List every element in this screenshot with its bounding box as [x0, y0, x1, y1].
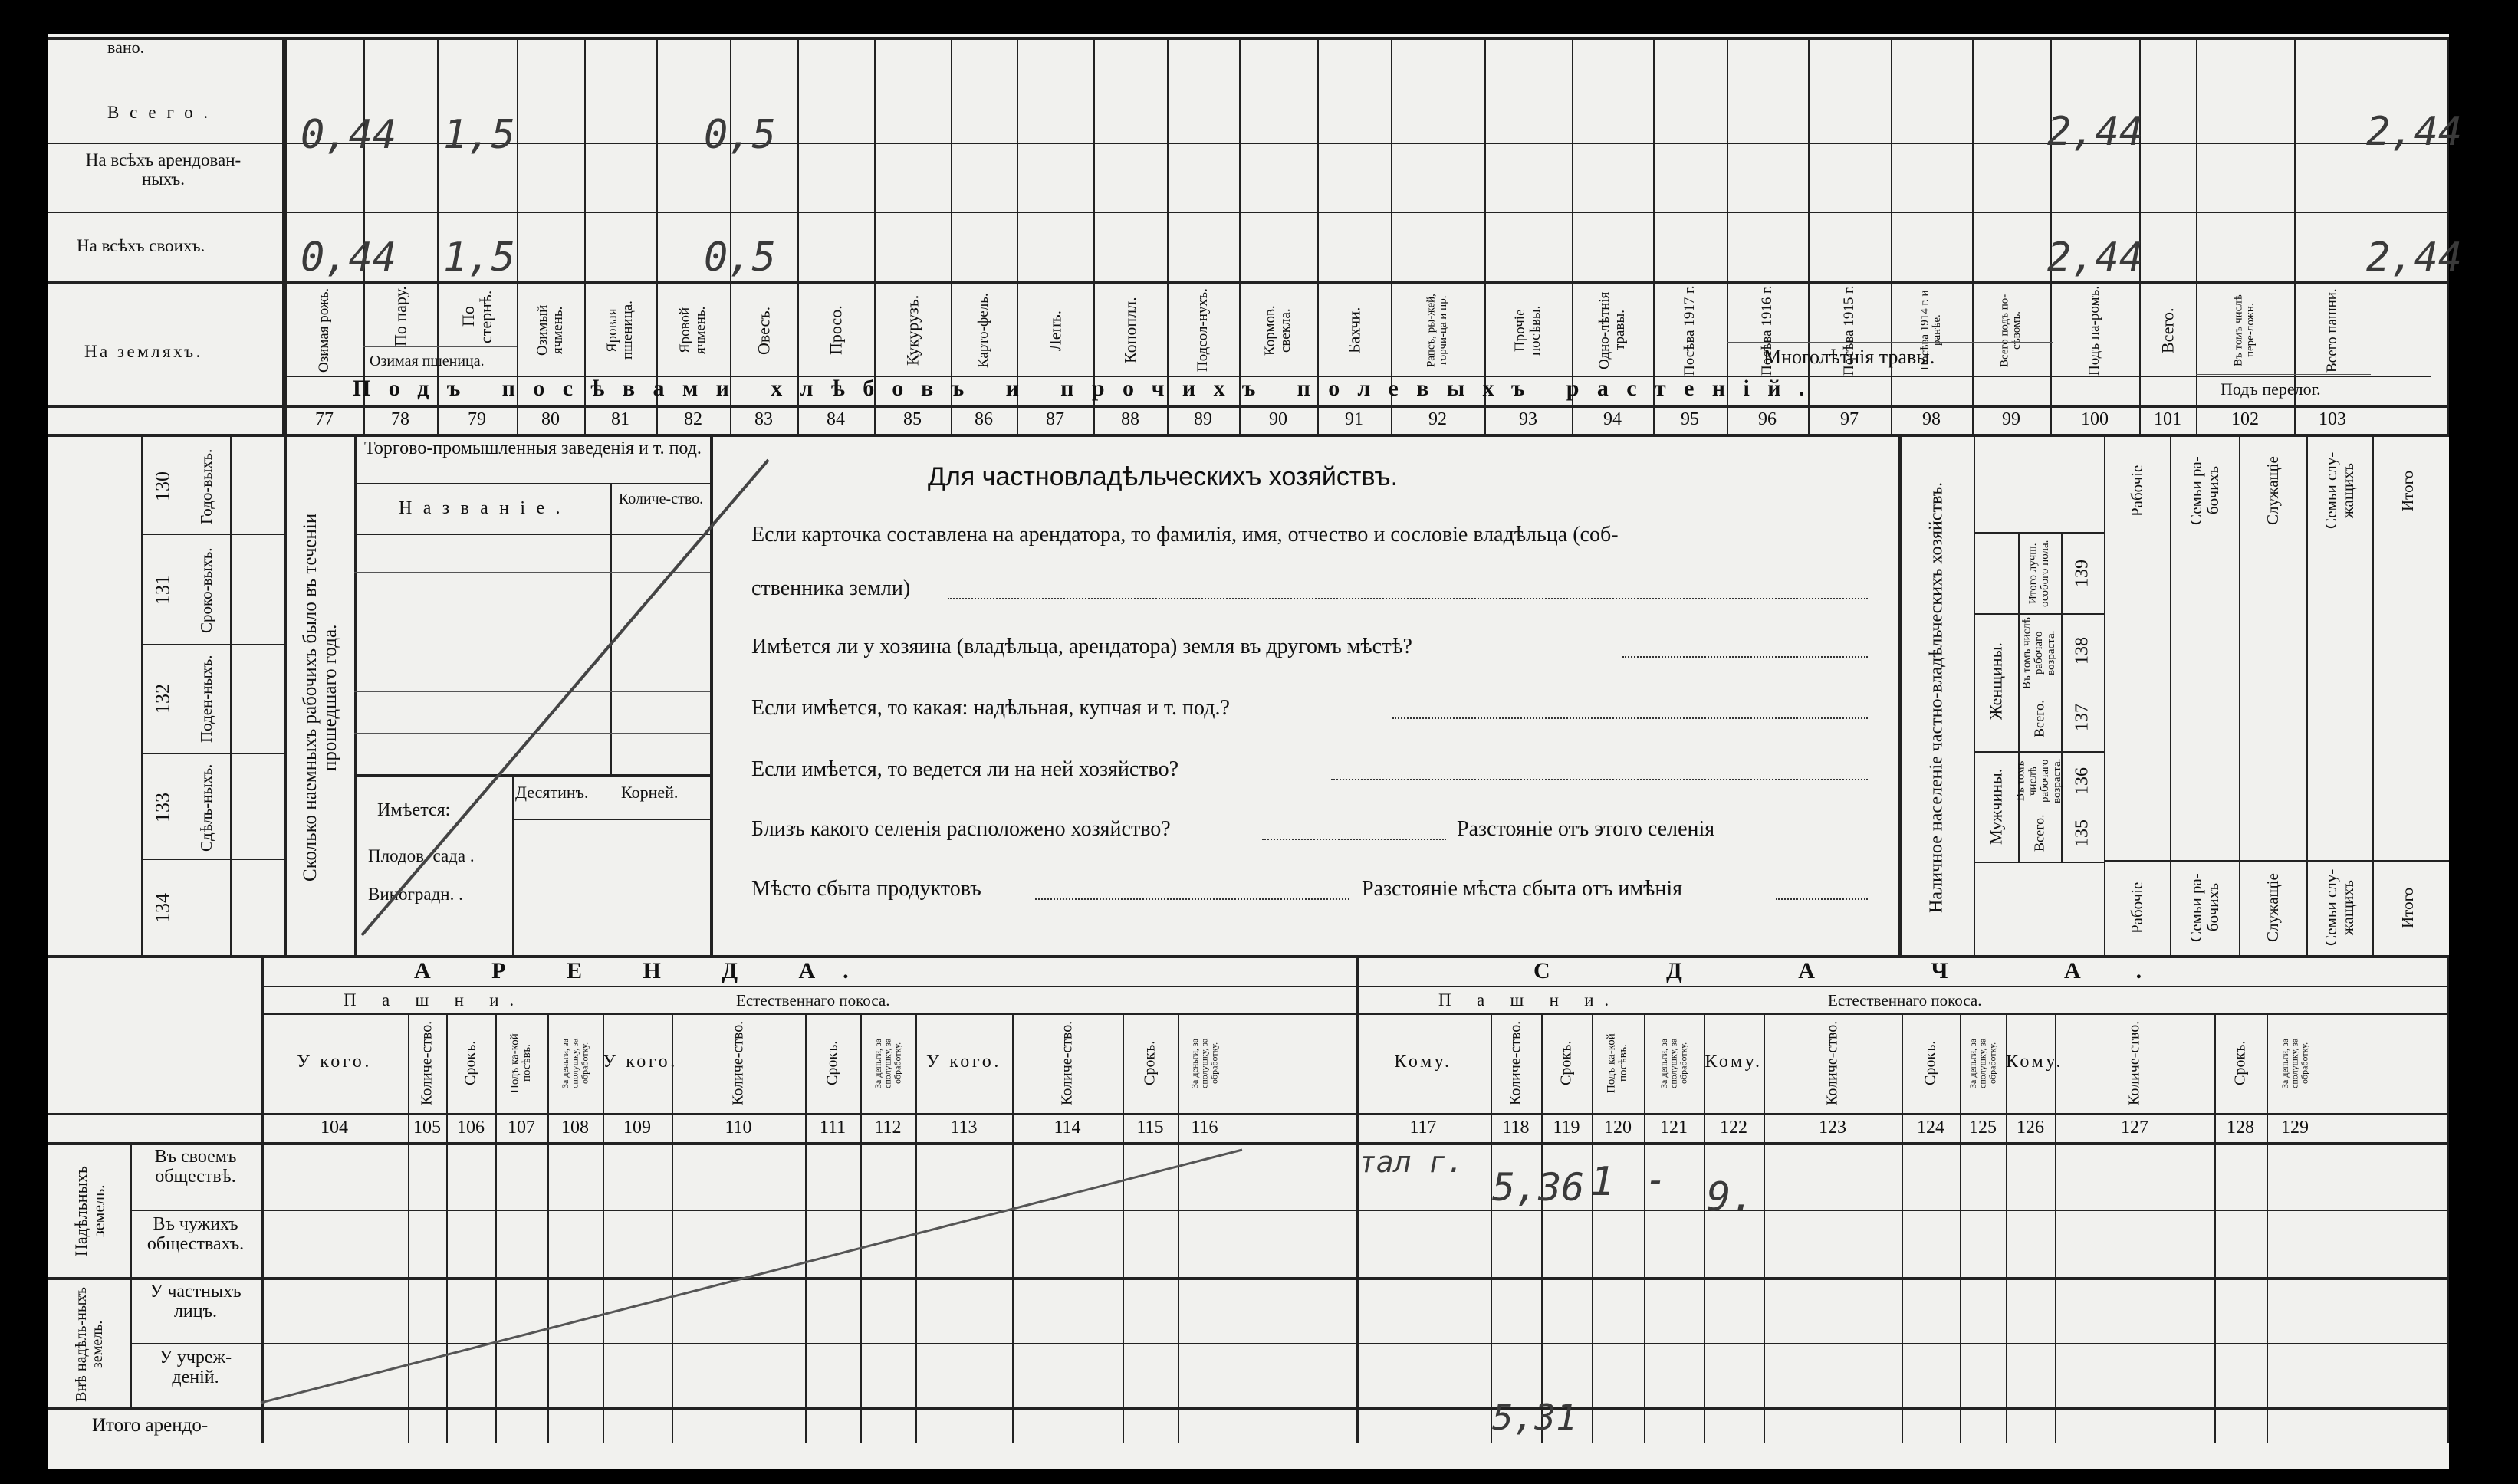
crop-col-number: 98	[1922, 409, 1941, 429]
lease-col-label: Срокъ.	[1557, 1040, 1575, 1086]
lease-col-number: 120	[1604, 1118, 1632, 1138]
crop-col-label: Бахчи.	[1344, 307, 1364, 354]
men-label: Мужчины.	[1986, 768, 2006, 845]
rule	[1960, 1013, 1961, 1443]
rule	[517, 37, 518, 434]
small-num: 133	[151, 793, 174, 823]
rule	[1491, 1013, 1492, 1443]
answer-line[interactable]	[1392, 717, 1868, 719]
small-num: 131	[151, 575, 174, 606]
servants-families-label: Семьи слу-жащихъ	[2321, 451, 2357, 530]
sdacha-band: С Д А Ч А.	[1533, 958, 2197, 983]
rule	[2447, 955, 2449, 1443]
q6b: Разстоянiе мѣста сбыта отъ имѣнiя	[1362, 877, 1682, 901]
best-hands-label: Итого лучш. особого пола.	[2027, 540, 2051, 607]
crop-col-label: Въ томъ числѣ пере-ложн.	[2232, 294, 2257, 366]
lease-col-label: За деньги, за сполушку, за обработку.	[2280, 1038, 2310, 1088]
fallow-group-label: Подъ перелог.	[2221, 379, 2321, 399]
crop-col-label: Ленъ.	[1045, 310, 1065, 351]
trade-vineyard: Виноградн. .	[368, 885, 463, 904]
crop-col-label: По стернѣ.	[458, 290, 495, 343]
crop-col-number: 101	[2154, 409, 2181, 429]
lease-col-label: За деньги, за сполушку, за обработку.	[1967, 1038, 1998, 1088]
q6a: Мѣсто сбыта продуктовъ	[751, 877, 981, 901]
lease-col-label: У кого.	[926, 1052, 1001, 1072]
trade-orchard: Плодов. сада .	[368, 846, 475, 865]
rule	[1017, 37, 1018, 434]
women-label: Женщины.	[1986, 642, 2006, 721]
small-label: Годо-выхъ.	[196, 448, 215, 525]
crop-col-label: Яровой ячмень.	[677, 306, 708, 355]
hw-total-plough: 2,44	[2366, 109, 2463, 155]
row-label-own: На всѣхъ своихъ.	[77, 236, 205, 255]
lease-col-label: За деньги, за сполушку, за обработку.	[560, 1038, 590, 1088]
lease-col-number: 129	[2281, 1118, 2309, 1138]
workers-families-label: Семьи ра-бочихъ	[2186, 456, 2222, 525]
crop-col-label: По пару.	[390, 286, 410, 347]
rule	[48, 434, 2449, 437]
rule	[48, 37, 2449, 40]
q1: Если карточка составлена на арендатора, то фамилiя, имя, отчество и сословiе владѣльца (соб-	[751, 523, 1619, 547]
total-label: Всего.	[2031, 700, 2047, 738]
crop-col-number: 100	[2081, 409, 2109, 429]
crop-col-label: Коноплл.	[1120, 297, 1140, 364]
row-label-lands: На земляхъ.	[84, 342, 203, 361]
crop-col-label: Кормов. свекла.	[1262, 305, 1294, 356]
lease-col-number: 113	[950, 1118, 978, 1138]
crop-col-label: Яровая пшеница.	[604, 300, 636, 360]
lease-col-number: 107	[508, 1118, 535, 1138]
hw-arenda-dash: -	[1645, 1159, 1667, 1200]
row-label-total: Всего.	[107, 103, 219, 122]
q3: Если имѣется, то какая: надѣльная, купчая и т. под.?	[751, 696, 1230, 720]
rule	[584, 37, 586, 434]
lease-col-label: Количе-ство.	[2125, 1020, 2143, 1106]
q1b: ственника земли)	[751, 576, 911, 600]
lease-col-label: За деньги, за сполушку, за обработку.	[873, 1038, 903, 1088]
lease-col-label: Срокъ.	[462, 1040, 479, 1086]
pashni-label: П а ш н и.	[1438, 990, 1619, 1010]
crop-col-label: Посѣва 1917 г.	[1681, 285, 1698, 376]
crop-col-number: 82	[684, 409, 702, 429]
crop-col-number: 96	[1758, 409, 1777, 429]
crop-col-number: 103	[2319, 409, 2346, 429]
rule	[48, 405, 2449, 408]
rule	[48, 212, 2449, 213]
crop-col-number: 91	[1345, 409, 1363, 429]
lease-col-number: 119	[1553, 1118, 1580, 1138]
lease-col-number: 105	[413, 1118, 441, 1138]
rule	[1902, 1013, 1903, 1443]
rule	[230, 434, 232, 955]
rule	[1808, 37, 1810, 434]
pop-num: 135	[2072, 819, 2092, 847]
rule	[1093, 37, 1095, 434]
rule	[1317, 37, 1319, 434]
crop-col-label: Озимая рожь.	[316, 287, 333, 373]
rule	[1974, 751, 2104, 753]
small-num: 130	[151, 471, 174, 502]
crossout-stroke	[253, 1134, 1250, 1410]
hw-arenda-pay: 9.	[1707, 1174, 1755, 1220]
rule	[1727, 37, 1728, 434]
rule	[363, 346, 517, 347]
workers-label: Рабочiе	[2127, 882, 2146, 934]
small-num: 134	[151, 893, 174, 924]
rule	[1644, 1013, 1645, 1443]
row-label-rented-2: ныхъ.	[141, 169, 186, 189]
row-private: У частныхъ лицъ.	[150, 1282, 242, 1322]
rule	[656, 37, 658, 434]
answer-line[interactable]	[1622, 656, 1868, 658]
rule	[1974, 613, 2104, 615]
hw-own-plough: 2,44	[2366, 235, 2463, 281]
crop-col-number: 84	[827, 409, 845, 429]
rule	[1239, 37, 1241, 434]
lease-col-label: За деньги, за сполушку, за обработку.	[1189, 1038, 1220, 1088]
crop-col-label: Кукурузъ.	[902, 294, 922, 366]
rule	[2372, 434, 2374, 955]
crop-col-label: Посѣва 1914 г. и ранѣе.	[1918, 290, 1943, 371]
rule	[1484, 37, 1486, 434]
lease-col-number: 122	[1720, 1118, 1747, 1138]
workers-families-label: Семьи ра-бочихъ	[2186, 873, 2222, 942]
crop-col-label: Озимый ячмень.	[534, 304, 566, 356]
hw-total-sown: 2,44	[2047, 109, 2144, 155]
hired-workers-label: Сколько наемныхъ рабочихъ было въ теченiи прошедшаго года.	[299, 513, 340, 882]
hw-own-par: 1,5	[443, 235, 515, 281]
rule	[261, 1013, 2449, 1015]
rule	[2018, 532, 2020, 862]
crop-col-number: 95	[1681, 409, 1699, 429]
hw-arenda-komu: тал г.	[1359, 1145, 1464, 1179]
rule	[1541, 1013, 1543, 1443]
crop-col-number: 85	[903, 409, 922, 429]
sown-band-label: Подъ посѣвами хлѣбовъ и прочихъ полевыхъ растенiй.	[353, 376, 1823, 401]
rule	[284, 434, 287, 955]
lease-col-label: Срокъ.	[2231, 1040, 2249, 1086]
rule	[2104, 860, 2449, 862]
answer-line[interactable]	[1035, 898, 1349, 900]
itogo-label: Итого	[2398, 887, 2417, 928]
nadel-label: Надѣльныхъ земель.	[71, 1166, 108, 1256]
lease-col-number: 114	[1054, 1118, 1081, 1138]
row-inst: У учреж-денiй.	[159, 1348, 232, 1388]
lease-col-label: Срокъ.	[1141, 1040, 1159, 1086]
lease-col-number: 126	[2017, 1118, 2044, 1138]
lease-col-number: 117	[1409, 1118, 1437, 1138]
trade-title: Торгово-промышленныя заведенiя и т. под.	[364, 438, 702, 458]
small-label: Сдѣль-ныхъ.	[196, 763, 215, 852]
lease-col-label: За деньги, за сполушку, за обработку.	[1658, 1038, 1689, 1088]
crop-col-number: 90	[1269, 409, 1287, 429]
rule	[2061, 532, 2063, 862]
lease-col-number: 118	[1502, 1118, 1530, 1138]
row-label-rented	[60, 150, 267, 189]
crop-col-number: 83	[754, 409, 773, 429]
rule	[141, 644, 284, 645]
servants-families-label: Семьи слу-жащихъ	[2321, 868, 2357, 947]
crossout-stroke	[354, 445, 784, 950]
rule	[48, 281, 2449, 284]
lease-col-number: 110	[725, 1118, 752, 1138]
lease-col-label: Количе-ство.	[1058, 1020, 1076, 1106]
hw-own-sown: 2,44	[2047, 235, 2144, 281]
lease-col-label: Подъ ка-кой посѣвъ.	[508, 1033, 533, 1093]
hw-own-barley: 0,5	[704, 235, 776, 281]
pop-num: 136	[2072, 767, 2092, 795]
rule	[141, 753, 284, 754]
rule	[2104, 434, 2105, 955]
pop-num: 139	[2072, 560, 2092, 587]
rule	[1727, 342, 2053, 343]
crop-col-label: Овесъ.	[754, 306, 774, 355]
crop-col-number: 97	[1840, 409, 1859, 429]
crop-col-number: 102	[2231, 409, 2259, 429]
crop-col-number: 78	[391, 409, 409, 429]
trade-name-col: Названiе.	[399, 498, 571, 518]
small-label: Поден-ныхъ.	[196, 655, 215, 744]
lease-col-label: Кому.	[1394, 1052, 1452, 1072]
workers-label: Рабочiе	[2127, 465, 2146, 517]
row-own-soc: Въ своемъ обществѣ.	[154, 1147, 237, 1187]
lease-col-number: 106	[457, 1118, 485, 1138]
crop-col-label: Посѣва 1916 г.	[1759, 285, 1776, 376]
pashni-label: П а ш н и.	[344, 990, 524, 1010]
lease-col-label: Количе-ство.	[418, 1020, 436, 1106]
answer-line[interactable]	[1331, 779, 1868, 780]
hw-itogo-qty: 5,31	[1492, 1397, 1577, 1438]
rule	[2006, 1013, 2007, 1443]
itogo-label: Итого	[2398, 470, 2417, 511]
rule	[1898, 434, 1902, 955]
servants-label: Служащiе	[2263, 456, 2282, 525]
rule	[2170, 434, 2171, 955]
rule	[1167, 37, 1169, 434]
perennial-grass-label: Многолѣтнiя травы.	[1764, 346, 1935, 368]
crop-col-number: 80	[541, 409, 560, 429]
lease-col-number: 115	[1136, 1118, 1164, 1138]
lease-col-label: Кому.	[2006, 1052, 2064, 1072]
rule	[141, 534, 284, 535]
working-age-label: Въ томъ числѣ рабочаго возраста.	[2014, 758, 2063, 804]
lease-col-number: 123	[1819, 1118, 1846, 1138]
pop-num: 138	[2072, 637, 2092, 665]
crop-col-label: Посѣва 1915 г.	[1841, 285, 1858, 376]
rule	[141, 434, 143, 955]
working-age-label: Въ томъ числѣ рабочаго возраста.	[2020, 617, 2057, 689]
q5a: Близъ какого селенiя расположено хозяйство?	[751, 817, 1171, 841]
crop-col-number: 79	[468, 409, 486, 429]
rule	[261, 986, 2449, 987]
trade-has-label: Имѣется:	[377, 800, 451, 820]
crop-col-label: Прочiе посѣвы.	[1512, 305, 1543, 356]
total-label: Всего.	[2031, 814, 2047, 852]
hw-own-rye: 0,44	[301, 235, 397, 281]
rule	[1391, 37, 1392, 434]
hw-arenda-srok: 1	[1590, 1159, 1615, 1205]
crop-col-number: 93	[1519, 409, 1537, 429]
lease-col-number: 104	[321, 1118, 348, 1138]
trade-qty-col: Количе-ство.	[618, 491, 704, 507]
lease-col-number: 116	[1191, 1118, 1218, 1138]
rule	[130, 1142, 132, 1407]
pokos-label: Естественнаго покоса.	[736, 991, 890, 1010]
rule	[1972, 37, 1974, 434]
rule	[951, 37, 952, 434]
small-num: 132	[151, 684, 174, 714]
rule	[2239, 434, 2240, 955]
rule	[1653, 37, 1655, 434]
row-label-rented-1: На всѣхъ арендован-	[85, 150, 242, 169]
winter-wheat-label: Озимая пшеница.	[370, 353, 485, 369]
crop-col-label: Подсол-нухъ.	[1195, 288, 1211, 373]
crop-col-label: Всего.	[2158, 307, 2178, 353]
trade-desyatin: Десятинъ.	[515, 783, 589, 802]
crop-col-number: 89	[1194, 409, 1212, 429]
hw-total-rye: 0,44	[301, 112, 397, 158]
rule	[1704, 1013, 1705, 1443]
lease-col-number: 108	[561, 1118, 589, 1138]
crop-col-number: 88	[1121, 409, 1139, 429]
lease-col-number: 128	[2227, 1118, 2254, 1138]
rule	[2267, 1013, 2268, 1443]
hw-total-barley: 0,5	[704, 112, 776, 158]
crop-col-number: 92	[1428, 409, 1447, 429]
crop-col-number: 87	[1046, 409, 1064, 429]
servants-label: Служащiе	[2263, 873, 2282, 942]
rule	[1891, 37, 1892, 434]
lease-col-label: Кому.	[1704, 1052, 1763, 1072]
cut-label: вано.	[107, 38, 145, 57]
lease-col-number: 127	[2121, 1118, 2148, 1138]
answer-line[interactable]	[1262, 839, 1446, 840]
hw-total-par: 1,5	[443, 112, 515, 158]
rule	[797, 37, 799, 434]
lease-col-number: 125	[1969, 1118, 1997, 1138]
rule	[874, 37, 876, 434]
lease-col-number: 124	[1917, 1118, 1944, 1138]
answer-line[interactable]	[1776, 898, 1868, 900]
crop-col-label: Всего подъ по-сѣвомъ.	[1998, 294, 2023, 367]
crop-col-label: Карто-фель.	[975, 293, 992, 368]
rule	[1974, 532, 2104, 534]
rule	[141, 859, 284, 860]
crop-col-label: Всего пашни.	[2324, 288, 2341, 373]
pokos-label: Естественнаго покоса.	[1828, 991, 1982, 1010]
crop-col-number: 81	[611, 409, 630, 429]
lease-col-label: Подъ ка-кой посѣвъ.	[1605, 1033, 1629, 1093]
rule	[1974, 862, 2104, 863]
crop-col-number: 94	[1603, 409, 1622, 429]
answer-line[interactable]	[948, 598, 1868, 599]
row-other-soc: Въ чужихъ обществахъ.	[146, 1214, 245, 1255]
private-title: Для частновладѣльческихъ хозяйствъ.	[928, 462, 1399, 491]
lease-col-number: 112	[874, 1118, 902, 1138]
trade-korney: Корней.	[621, 783, 679, 802]
lease-col-label: У кого.	[603, 1052, 678, 1072]
lease-col-number: 109	[623, 1118, 651, 1138]
lease-col-label: Количе-ство.	[1507, 1020, 1524, 1106]
row-itogo: Итого арендо-	[92, 1415, 209, 1436]
crop-col-label: Рапсъ, ры-жей, горчи-ца и пр.	[1425, 294, 1449, 367]
lease-col-label: Срокъ.	[1921, 1040, 1939, 1086]
lease-col-label: Количе-ство.	[729, 1020, 747, 1106]
rule	[2055, 1013, 2056, 1443]
rule	[285, 37, 287, 434]
lease-col-label: Срокъ.	[823, 1040, 841, 1086]
rule	[1592, 1013, 1593, 1443]
crop-col-number: 86	[975, 409, 993, 429]
q4: Если имѣется, то ведется ли на ней хозяйство?	[751, 757, 1178, 781]
rule	[1356, 1013, 1357, 1443]
rule	[1572, 37, 1573, 434]
crop-col-label: Одно-лѣтнiя травы.	[1596, 291, 1628, 369]
lease-col-number: 121	[1660, 1118, 1688, 1138]
rule	[2306, 434, 2308, 955]
q2: Имѣется ли у хозяина (владѣльца, арендатора) земля въ другомъ мѣстѣ?	[751, 635, 1412, 658]
lease-col-label: У кого.	[297, 1052, 372, 1072]
crop-col-label: Подъ па-ромъ.	[2086, 285, 2103, 376]
hw-arenda-qty: 5,36	[1492, 1165, 1585, 1210]
lease-col-number: 111	[819, 1118, 846, 1138]
rule	[2214, 1013, 2216, 1443]
lease-col-label: Количе-ство.	[1823, 1020, 1841, 1106]
rule	[437, 37, 439, 434]
pop-num: 137	[2072, 704, 2092, 731]
crop-col-number: 77	[315, 409, 334, 429]
crop-col-label: Просо.	[826, 305, 846, 356]
arenda-band: А Р Е Н Д А.	[414, 958, 876, 983]
q5b: Разстоянiе отъ этого селенiя	[1457, 817, 1715, 841]
small-label: Сроко-выхъ.	[196, 547, 215, 633]
non-nadel-label: Внѣ надѣль-ныхъ земель.	[73, 1287, 106, 1402]
rule	[2196, 374, 2371, 375]
population-title: Наличное населенiе частно-владѣльческихъ хозяйствъ.	[1926, 481, 1947, 914]
rule	[1974, 434, 1975, 955]
crop-col-number: 99	[2002, 409, 2020, 429]
rule	[1764, 1013, 1765, 1443]
